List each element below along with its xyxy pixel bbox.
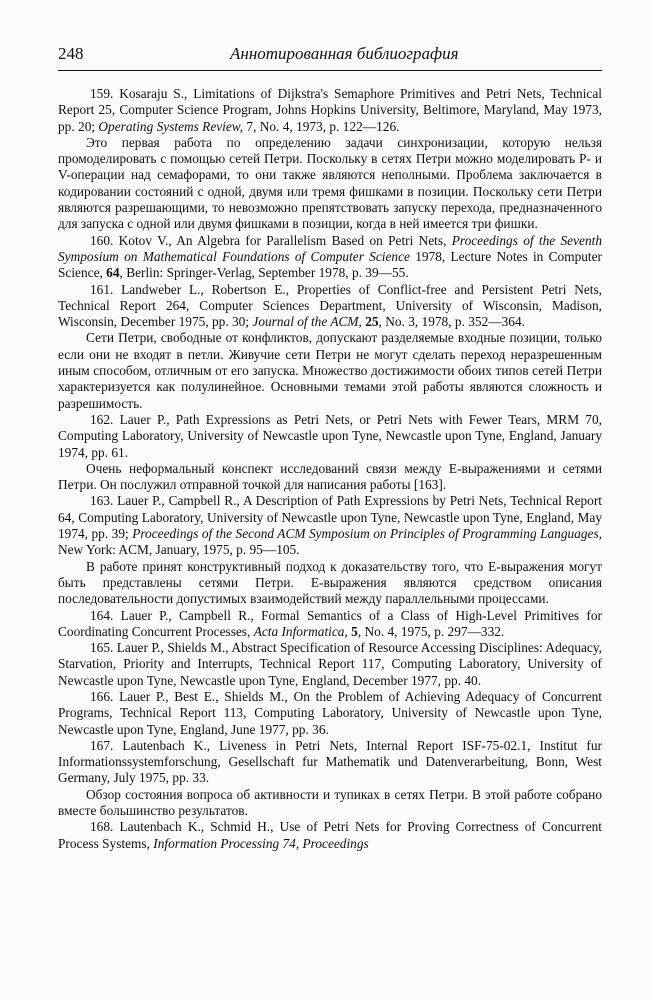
journal-title: Journal of the ACM, — [252, 314, 362, 330]
annotation-167: Обзор состояния вопроса об активности и тупиках в сетях Петри. В этой работе собрано вместе большинство результатов. — [58, 786, 602, 819]
running-title: Аннотированная библиография — [230, 44, 459, 63]
journal-title: Information Processing 74, Proceedings — [153, 835, 369, 851]
page-header — [58, 44, 602, 71]
journal-title: Acta Informatica, — [253, 623, 348, 639]
journal-title: Operating Systems Review, — [98, 118, 244, 134]
entry-164: 164. Lauer P., Campbell R., Formal Semantics of a Class of High-Level Primitives for Coordinating Concurrent Processes, Acta Informatica, 5, No. 4, 1975, p. 297—332. — [58, 607, 602, 639]
entry-165: 165. Lauer P., Shields M., Abstract Specification of Resource Accessing Disciplines: Adequacy, Starvation, Priority and Interrupts, Technical Report 117, Computing Laboratory, University of Newcastle upon Tyne, Newcastle upon Tyne, England, December 1977, pp. 40. — [58, 640, 602, 688]
volume-number: 64 — [106, 265, 120, 281]
journal-title: Proceedings of the Second ACM Symposium on Principles of Programming Languages, — [132, 526, 602, 542]
entry-166: 166. Lauer P., Best E., Shields M., On the Problem of Achieving Adequacy of Concurrent Programs, Technical Report 113, Computing Laboratory, University of Newcastle upon Tyne, Newcastle upon Tyne, England, June 1977, pp. 36. — [58, 688, 602, 737]
volume-number: 25 — [365, 314, 379, 330]
entry-167: 167. Lautenbach K., Liveness in Petri Nets, Internal Report ISF-75-02.1, Institut fur Informationssystemforschung, Gesellschaft fur Mathematik und Datenverarbeitung, Bonn, West Germany, July 1975, pp. 33. — [58, 737, 602, 786]
page-number: 248 — [58, 44, 84, 63]
volume-number: 5 — [351, 623, 358, 639]
entry-162: 162. Lauer P., Path Expressions as Petri Nets, or Petri Nets with Fewer Tears, MRM 70, Computing Laboratory, University of Newcastle upon Tyne, Newcastle upon Tyne, England, January 1974, pp. 61. — [58, 411, 602, 460]
journal-title: Proceedings of the Seventh Symposium on Mathematical Foundations of Computer Science — [58, 232, 602, 264]
annotation-159: Это первая работа по определению задачи синхронизации, которую нельзя промоделировать с помощью сетей Петри. Поскольку в сетях Петри можно моделировать P- и V-операции над семафорами, то они также являются неполными. Проблема заключается в кодировании состояний с одной, двумя или тремя фишками в позиции. Поскольку сети Петри являются разрешающими, то невозможно препятствовать запуску перехода, предназначенного для запуска с одной или двумя фишками в позиции, когда в ней имеется три фишки. — [58, 134, 602, 232]
bibliography-body — [58, 86, 602, 852]
entry-163: 163. Lauer P., Campbell R., A Description of Path Expressions by Petri Nets, Technical Report 64, Computing Laboratory, University of Newcastle upon Tyne, Newcastle upon Tyne, England, May 1974, pp. 39; Proceedings of the Second ACM Symposium on Principles of Programming Languages, New York: ACM, January, 1975, p. 95—105. — [58, 493, 602, 558]
entry-161: 161. Landweber L., Robertson E., Properties of Conflict-free and Persistent Petri Nets, Technical Report 264, Computer Sciences Department, University of Wisconsin, Madison, Wisconsin, December 1975, pp. 30; Journal of the ACM, 25, No. 3, 1978, p. 352—364. — [58, 281, 602, 330]
entry-159: 159. Kosaraju S., Limitations of Dijkstra's Semaphore Primitives and Petri Nets, Technical Report 25, Computer Science Program, Johns Hopkins University, Beltimore, Maryland, May 1973, pp. 20; Operating Systems Review, 7, No. 4, 1973, p. 122—126. — [58, 86, 602, 134]
annotation-162: Очень неформальный конспект исследований связи между E-выражениями и сетями Петри. Он послужил отправной точкой для написания работы [163]. — [58, 460, 602, 493]
annotation-163: В работе принят конструктивный подход к доказательству того, что E-выражения могут быть представлены сетями Петри. E-выражения являются средством описания последовательности допустимых взаимодействий между параллельными процессами. — [58, 558, 602, 607]
entry-160: 160. Kotov V., An Algebra for Parallelism Based on Petri Nets, Proceedings of the Seventh Symposium on Mathematical Foundations of Computer Science 1978, Lecture Notes in Computer Science, 64, Berlin: Springer-Verlag, September 1978, p. 39—55. — [58, 232, 602, 281]
annotation-161: Сети Петри, свободные от конфликтов, допускают разделяемые входные позиции, только если они не входят в петли. Живучие сети Петри не могут сделать переход неразрешенным иным способом, отличным от его запуска. Множество достижимости обоих типов сетей Петри характеризуется как полулинейное. Основными темами этой работы являются сложность и разрешимость. — [58, 330, 602, 411]
entry-168: 168. Lautenbach K., Schmid H., Use of Petri Nets for Proving Correctness of Concurrent Process Systems, Information Processing 74, Proceedings — [58, 819, 602, 851]
